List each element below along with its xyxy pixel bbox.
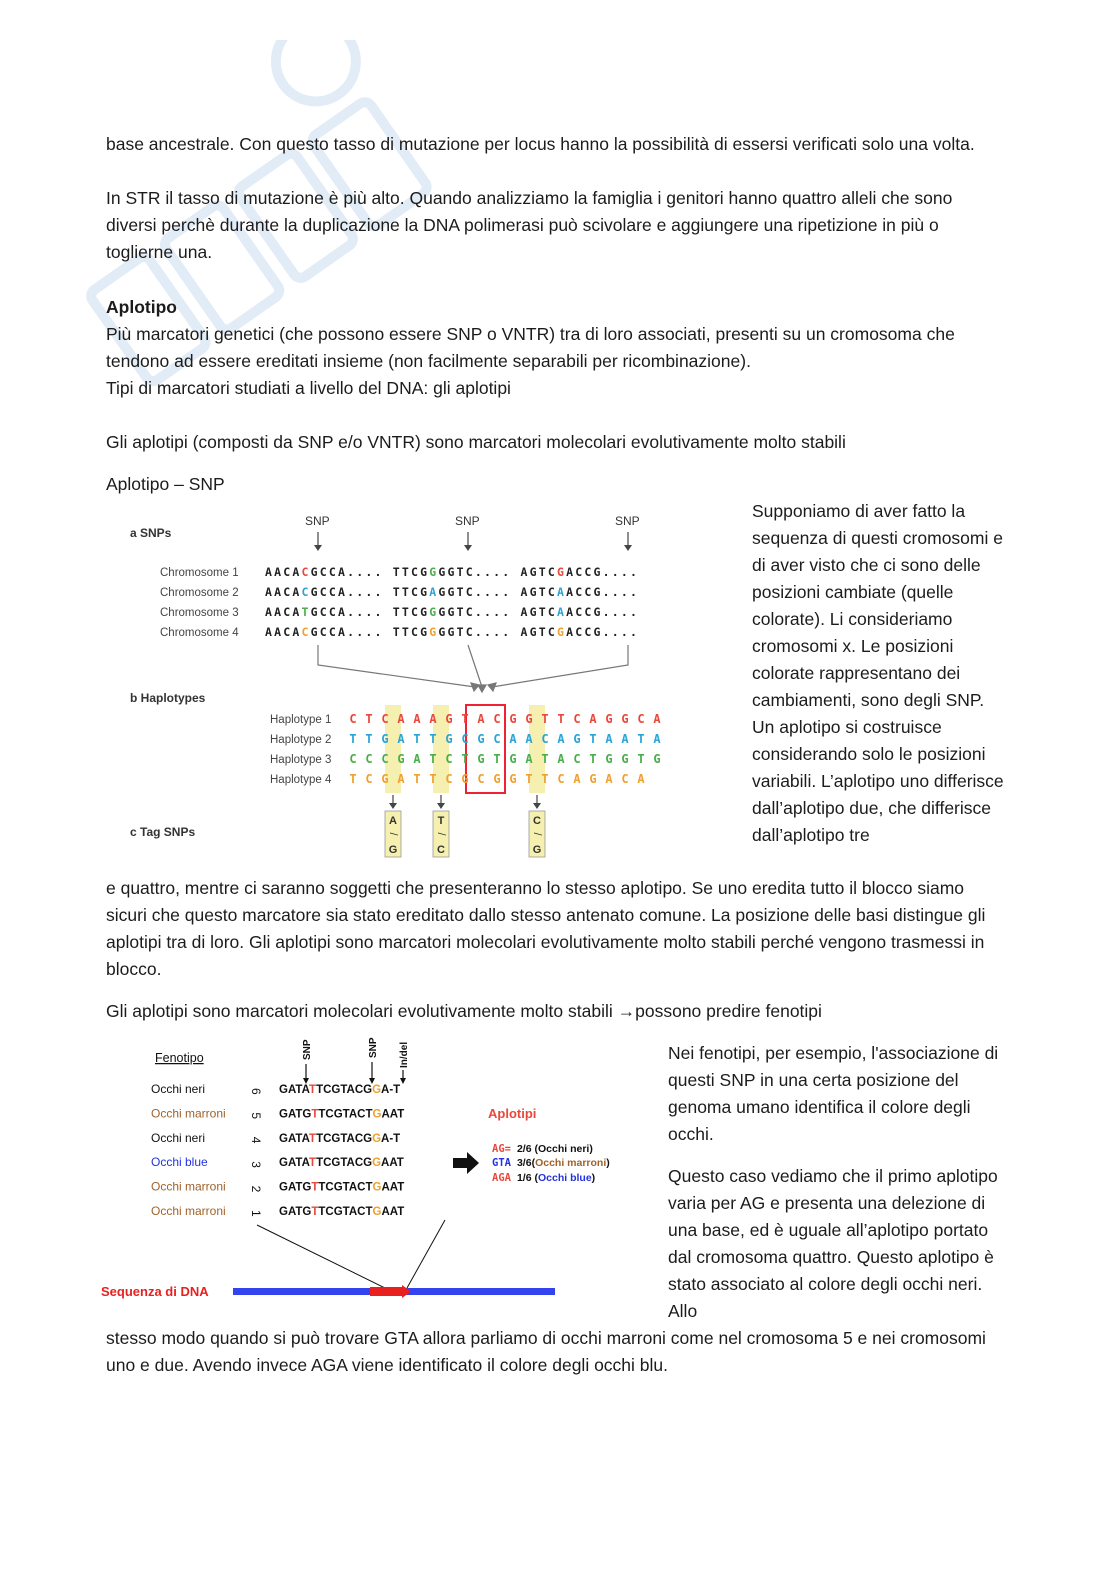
haplotype-base: A — [477, 712, 485, 726]
haplotype-base: C — [445, 752, 453, 766]
haplotype-base: T — [429, 752, 437, 766]
haplotype-base: A — [621, 732, 629, 746]
svg-text:/: / — [387, 832, 399, 836]
snp-markers — [305, 514, 640, 551]
aplotipi-title: Aplotipi — [488, 1106, 537, 1121]
svg-text:T: T — [437, 815, 445, 827]
haplotype-base: T — [461, 752, 469, 766]
haplotype-base: G — [397, 752, 405, 766]
side-text-fenotipi: Nei fenotipi, per esempio, l'associazione di questi SNP in una certa posizione del genoma umano identifica il colore degli occhi. — [668, 1043, 999, 1144]
svg-text:AG=2/6 (Occhi neri): AG= 2/6 (Occhi neri) — [492, 1143, 593, 1155]
haplotype-base: C — [349, 712, 357, 726]
haplotype-name: Haplotype 3 — [270, 754, 332, 766]
row-number: 3 — [249, 1161, 263, 1168]
fig1-label-a: a SNPs — [130, 526, 172, 540]
aplotipi-list — [492, 1143, 610, 1184]
paragraph-intro: base ancestrale. Con questo tasso di mutazione per locus hanno la possibilità di essersi verificati solo una volta. — [106, 134, 975, 154]
tag-snps — [385, 795, 545, 857]
haplotype-base: C — [637, 712, 645, 726]
haplotype-base: C — [381, 752, 389, 766]
paragraph-haplotype-explain: e quattro, mentre ci saranno soggetti che presenteranno lo stesso aplotipo. Se uno eredita tutto il blocco siamo sicuri che questo marcatore sia stato ereditato dallo stesso antenato comune. La posizione delle basi distingue gli aplotipi tra di loro. Gli aplotipi sono marcatori molecolari evolutivamente molto stabili perché vengono trasmessi in blocco. — [106, 878, 986, 979]
fig2-row-4 — [151, 1131, 400, 1145]
haplotype-base: G — [445, 732, 453, 746]
heading-aplotipo: Aplotipo — [106, 297, 177, 317]
haplotype-base: G — [477, 732, 485, 746]
haplotype-base: G — [589, 772, 597, 786]
chromosome-4-name: Chromosome 4 — [160, 627, 239, 639]
row-sequence: GATATTCGTACGGA-T — [279, 1084, 401, 1096]
fig2-top-labels — [302, 1037, 410, 1084]
phenotype-label: Occhi marroni — [151, 1204, 226, 1218]
haplotype-base: C — [493, 732, 501, 746]
haplotype-base: T — [365, 712, 373, 726]
haplotype-base: C — [461, 732, 469, 746]
svg-text:C: C — [437, 844, 445, 856]
haplotype-base: T — [429, 732, 437, 746]
haplotype-base: T — [541, 712, 549, 726]
haplotype-row-2 — [270, 732, 661, 746]
haplotype-base: C — [557, 772, 565, 786]
fig2-row-1 — [151, 1204, 404, 1218]
tag-snp-1 — [385, 811, 401, 857]
haplotype-base: G — [509, 712, 517, 726]
haplotype-base: A — [653, 732, 661, 746]
haplotype-base: A — [605, 772, 613, 786]
haplotype-base: T — [429, 772, 437, 786]
haplotype-base: C — [381, 712, 389, 726]
tag-snp-3 — [529, 811, 545, 857]
paragraph-fenotipi: Gli aplotipi sono marcatori molecolari evolutivamente molto stabili →possono predire fenotipi — [106, 1001, 822, 1021]
haplotype-base: T — [637, 732, 645, 746]
haplotype-base: G — [605, 712, 613, 726]
svg-text:A: A — [389, 815, 397, 827]
phenotype-label: Occhi marroni — [151, 1106, 226, 1121]
haplotype-base: T — [637, 752, 645, 766]
chromosome-2-name: Chromosome 2 — [160, 587, 239, 599]
haplotype-base: C — [365, 752, 373, 766]
haplotype-base: G — [509, 772, 517, 786]
haplotype-base: G — [605, 752, 613, 766]
haplotype-row-4 — [270, 772, 645, 786]
snp-label-3: SNP — [615, 514, 640, 528]
haplotype-base: G — [621, 752, 629, 766]
haplotype-base: A — [525, 732, 533, 746]
haplotype-base: G — [461, 772, 469, 786]
haplotype-base: A — [589, 712, 597, 726]
row-sequence: GATGTTCGTACTGAAT — [279, 1181, 405, 1194]
svg-text:G: G — [388, 844, 398, 856]
row-sequence: GATATTCGTACGGA-T — [279, 1132, 401, 1145]
haplotype-base: C — [365, 772, 373, 786]
tag-snp-2 — [433, 811, 449, 857]
haplotype-base: C — [573, 752, 581, 766]
row-sequence: GATGTTCGTACTGAAT — [279, 1108, 405, 1121]
haplotype-base: G — [573, 732, 581, 746]
chromosome-1-name: Chromosome 1 — [160, 567, 239, 579]
haplotype-base: C — [541, 732, 549, 746]
figure-snp-haplotypes — [120, 505, 730, 865]
phenotype-label: Occhi neri — [151, 1082, 206, 1096]
haplotype-name: Haplotype 4 — [270, 774, 332, 786]
dna-label: Sequenza di DNA — [101, 1284, 209, 1299]
haplotype-base: C — [621, 772, 629, 786]
paragraph-stabili: Gli aplotipi (composti da SNP e/o VNTR) sono marcatori molecolari evolutivamente molto stabili — [106, 432, 846, 452]
haplotype-row-1 — [270, 712, 661, 726]
haplotype-base: A — [397, 712, 405, 726]
haplotype-base: T — [413, 772, 421, 786]
fig2-rows — [151, 1082, 404, 1218]
haplotype-base: A — [397, 732, 405, 746]
haplotype-base: C — [445, 772, 453, 786]
haplotype-base: A — [653, 712, 661, 726]
haplotype-base: T — [525, 772, 533, 786]
phenotype-label: Occhi neri — [151, 1130, 206, 1145]
haplotype-base: G — [477, 752, 485, 766]
haplotype-base: G — [493, 772, 501, 786]
haplotype-base: T — [493, 752, 501, 766]
row-number: 5 — [249, 1112, 263, 1120]
figure-eye-color — [95, 1030, 655, 1310]
fig2-row-3 — [151, 1155, 404, 1169]
chromosome-1-seq: AACACGCCA.... TTCGGGGTC.... AGTCGACCG.... — [265, 565, 640, 579]
haplotype-base: C — [573, 712, 581, 726]
haplotype-base: T — [349, 732, 357, 746]
haplotype-name: Haplotype 2 — [270, 734, 332, 746]
haplotype-base: A — [557, 752, 565, 766]
haplotype-base: G — [445, 712, 453, 726]
row-sequence: GATGTTCGTACTGAAT — [279, 1206, 405, 1218]
svg-text:GTA3/6(Occhi marroni): GTA 3/6(Occhi marroni) — [492, 1157, 610, 1169]
paragraph-aplotipo-snp: Aplotipo – SNP — [106, 474, 225, 494]
chromosome-3-name: Chromosome 3 — [160, 607, 239, 619]
svg-text:C: C — [533, 815, 541, 827]
haplotype-base: T — [557, 712, 565, 726]
chromosome-3-seq: AACATGCCA.... TTCGGGGTC.... AGTCAACCG.... — [265, 605, 640, 619]
haplotype-base: G — [653, 752, 661, 766]
chromosome-2-row — [160, 585, 639, 599]
snp-label-2: SNP — [455, 514, 480, 528]
haplotype-base: A — [557, 732, 565, 746]
svg-text:AGA1/6 (Occhi blue): AGA 1/6 (Occhi blue) — [492, 1172, 596, 1184]
svg-text:SNP: SNP — [302, 1039, 313, 1060]
chromosome-1-row — [160, 565, 639, 579]
fig1-label-b: b Haplotypes — [130, 691, 206, 705]
haplotype-base: G — [621, 712, 629, 726]
haplotype-name: Haplotype 1 — [270, 714, 332, 726]
phenotype-label: Occhi marroni — [151, 1179, 226, 1194]
haplotype-base: C — [477, 772, 485, 786]
haplotype-base: A — [637, 772, 645, 786]
paragraph-conclusion: stesso modo quando si può trovare GTA allora parliamo di occhi marroni come nel cromosoma 5 e nei cromosomi uno e due. Avendo invece AGA viene identificato il colore degli occhi blu. — [106, 1328, 986, 1375]
haplotype-base: T — [541, 772, 549, 786]
row-number: 6 — [249, 1088, 263, 1095]
haplotype-base: C — [493, 712, 501, 726]
haplotype-base: A — [573, 772, 581, 786]
row-number: 2 — [249, 1185, 263, 1193]
haplotype-base: T — [589, 752, 597, 766]
haplotype-base: T — [413, 732, 421, 746]
haplotype-row-3 — [270, 752, 661, 766]
haplotype-base: T — [349, 772, 357, 786]
fig2-row-2 — [151, 1180, 404, 1194]
haplotype-base: A — [429, 712, 437, 726]
svg-text:/: / — [531, 832, 543, 836]
chromosome-2-seq: AACACGCCA.... TTCGAGGTC.... AGTCAACCG.... — [265, 585, 640, 599]
row-sequence: GATATTCGTACGGAAT — [279, 1157, 404, 1170]
fig1-label-c: c Tag SNPs — [130, 825, 196, 839]
svg-text:SNP: SNP — [368, 1037, 379, 1058]
haplotype-base: A — [397, 772, 405, 786]
paragraph-tipi: Tipi di marcatori studiati a livello del DNA: gli aplotipi — [106, 378, 511, 398]
converging-lines — [318, 645, 628, 692]
fig2-row-5 — [151, 1106, 404, 1120]
phenotype-label: Occhi blue — [151, 1155, 208, 1170]
svg-text:/: / — [435, 832, 447, 836]
svg-text:G: G — [532, 844, 542, 856]
haplotype-base: T — [589, 732, 597, 746]
row-number: 4 — [249, 1136, 263, 1144]
haplotype-base: A — [413, 712, 421, 726]
haplotype-base: A — [605, 732, 613, 746]
side-text-case: Questo caso vediamo che il primo aplotipo varia per AG e presenta una delezione di una base, ed è uguale all’aplotipo portato dal cromosoma quattro. Questo aplotipo è stato associato al colore degli occhi neri. Allo — [668, 1166, 998, 1321]
big-arrow-icon — [453, 1152, 479, 1174]
haplotype-base: A — [509, 732, 517, 746]
fenotipo-label: Fenotipo — [155, 1051, 204, 1065]
row-number: 1 — [249, 1210, 263, 1217]
haplotype-base: T — [461, 712, 469, 726]
haplotype-base: T — [541, 752, 549, 766]
chromosome-4-seq: AACACGCCA.... TTCGGGGTC.... AGTCGACCG.... — [265, 625, 640, 639]
dna-segment — [370, 1287, 404, 1296]
chromosome-4-row — [160, 625, 639, 639]
fig2-row-6 — [151, 1082, 400, 1096]
side-text-snp: Supponiamo di aver fatto la sequenza di questi cromosomi e di aver visto che ci sono delle posizioni cambiate (quelle colorate). Li consideriamo cromosomi x. Le posizioni colorate rappresentano dei cambiamenti, sono degli SNP. Un aplotipo si costruisce considerando solo le posizioni variabili. L’aplotipo uno differisce dall’aplotipo due, che differisce dall’aplotipo tre — [752, 501, 1004, 845]
svg-text:In/del: In/del — [399, 1041, 410, 1068]
haplotype-base: T — [365, 732, 373, 746]
chromosome-3-row — [160, 605, 639, 619]
haplotype-base: A — [525, 752, 533, 766]
paragraph-aplotipo-def: Più marcatori genetici (che possono essere SNP o VNTR) tra di loro associati, presenti su un cromosoma che tendono ad essere ereditati insieme (non facilmente separabili per ricombinazione). — [106, 324, 955, 371]
haplotype-base: G — [381, 732, 389, 746]
haplotype-base: G — [509, 752, 517, 766]
haplotype-base: C — [349, 752, 357, 766]
haplotype-base: G — [525, 712, 533, 726]
snp-label-1: SNP — [305, 514, 330, 528]
haplotype-base: G — [381, 772, 389, 786]
haplotype-base: A — [413, 752, 421, 766]
paragraph-str: In STR il tasso di mutazione è più alto. Quando analizziamo la famiglia i genitori hanno quattro alleli che sono diversi perchè durante la duplicazione la DNA polimerasi può scivolare e aggiungere una ripetizione in più o toglierne una. — [106, 188, 953, 262]
